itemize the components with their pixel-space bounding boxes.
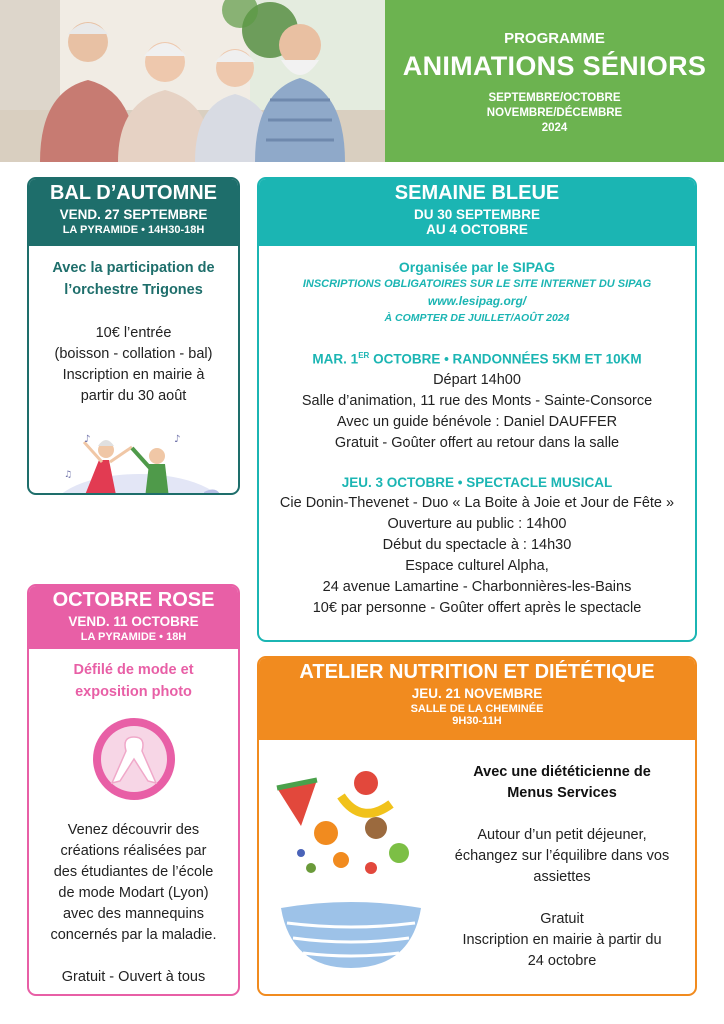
octobre-rose-card xyxy=(27,584,240,996)
atelier-line6: 24 octobre xyxy=(527,953,597,969)
atelier-line2: échangez sur l’équilibre dans vos xyxy=(454,848,670,864)
bal-price: 10€ l’entrée xyxy=(95,325,172,341)
rose-title: OCTOBRE ROSE xyxy=(52,589,215,611)
bal-inscription-2: partir du 30 août xyxy=(80,388,187,404)
header-dates-line2: NOVEMBRE/DÉCEMBRE xyxy=(486,107,623,119)
atelier-line5: Inscription en mairie à partir du xyxy=(462,932,662,948)
event1-line2: Salle d’animation, 11 rue des Monts - Sainte-Consorce xyxy=(301,392,653,409)
bal-automne-card xyxy=(27,177,240,495)
rose-header xyxy=(29,586,238,649)
atelier-sub-line2: Menus Services xyxy=(507,785,617,801)
header-year: 2024 xyxy=(541,122,568,134)
bal-includes: (boisson - collation - bal) xyxy=(54,346,213,362)
event1-title-rest: OCTOBRE • RANDONNÉES 5KM ET 10KM xyxy=(369,351,642,367)
event1-line4: Gratuit - Goûter offert au retour dans la salle xyxy=(334,434,620,451)
fruit-bowl-illustration xyxy=(271,768,431,983)
bal-date: VEND. 27 SEPTEMBRE xyxy=(59,207,208,222)
header-programme: PROGRAMME xyxy=(504,30,605,47)
atelier-time: 9H30-11H xyxy=(452,715,502,727)
rose-sub-line2: exposition photo xyxy=(75,684,192,700)
header-dates-line1: SEPTEMBRE/OCTOBRE xyxy=(488,92,621,104)
rose-line1: Venez découvrir des xyxy=(67,822,200,838)
event2-line3: Début du spectacle à : 14h30 xyxy=(382,536,572,553)
atelier-date: JEU. 21 NOVEMBRE xyxy=(411,686,543,701)
semaine-bleue-card xyxy=(257,177,697,642)
rose-line3: des étudiantes de l’école xyxy=(53,864,214,880)
event1-line1: Départ 14h00 xyxy=(433,371,521,388)
atelier-sub-line1: Avec une diététicienne de xyxy=(473,764,651,780)
event2-title: JEU. 3 OCTOBRE • SPECTACLE MUSICAL xyxy=(341,474,613,490)
bal-sub-line1: Avec la participation de xyxy=(52,260,215,276)
program-header xyxy=(385,0,724,162)
dancing-couple-illustration xyxy=(44,422,229,495)
event2-line6: 10€ par personne - Goûter offert après le spectacle xyxy=(312,599,642,616)
bleue-date1: DU 30 SEPTEMBRE xyxy=(413,207,541,222)
atelier-line4: Gratuit xyxy=(540,911,584,927)
rose-line7: Gratuit - Ouvert à tous xyxy=(61,969,206,985)
atelier-place: SALLE DE LA CHEMINÉE xyxy=(410,703,544,715)
bleue-title: SEMAINE BLEUE xyxy=(394,182,560,204)
event1-title-day: MAR. 1 xyxy=(312,351,359,367)
bal-inscription-1: Inscription en mairie à xyxy=(62,367,205,383)
atelier-header xyxy=(259,658,695,740)
event1-line3: Avec un guide bénévole : Daniel DAUFFER xyxy=(336,413,618,430)
seniors-photo xyxy=(0,0,385,162)
event2-line4: Espace culturel Alpha, xyxy=(405,557,549,574)
svg-text:♪: ♪ xyxy=(174,434,181,445)
bleue-header xyxy=(259,179,695,246)
bal-header xyxy=(29,179,238,246)
bal-place: LA PYRAMIDE • 14H30-18H xyxy=(62,224,205,236)
atelier-nutrition-card xyxy=(257,656,697,996)
svg-text:♫: ♫ xyxy=(64,470,73,480)
rose-line2: créations réalisées par xyxy=(60,843,207,859)
event2-line1: Cie Donin-Thevenet - Duo « La Boite à Joie et Jour de Fête » xyxy=(279,494,675,511)
event2-line5: 24 avenue Lamartine - Charbonnières-les-Bains xyxy=(322,578,632,595)
rose-line5: avec des mannequins xyxy=(62,906,205,922)
event2-line2: Ouverture au public : 14h00 xyxy=(387,515,567,532)
pink-ribbon-icon xyxy=(29,717,238,806)
bleue-website-link[interactable]: www.lesipag.org/ xyxy=(427,294,527,308)
bleue-from-date: À COMPTER DE JUILLET/AOÛT 2024 xyxy=(384,312,570,324)
rose-place: LA PYRAMIDE • 18H xyxy=(80,631,187,643)
event1-title xyxy=(259,345,695,370)
bleue-organiser: Organisée par le SIPAG xyxy=(398,259,556,275)
header-title: ANIMATIONS SÉNIORS xyxy=(402,51,707,81)
bleue-inscriptions: INSCRIPTIONS OBLIGATOIRES SUR LE SITE INTERNET DU SIPAG xyxy=(302,278,652,290)
bleue-date2: AU 4 OCTOBRE xyxy=(426,222,528,237)
bal-sub-line2: l’orchestre Trigones xyxy=(64,282,203,298)
atelier-line1: Autour d’un petit déjeuner, xyxy=(477,827,647,843)
rose-line6: concernés par la maladie. xyxy=(50,927,217,943)
rose-line4: de mode Modart (Lyon) xyxy=(58,885,209,901)
bal-title: BAL D’AUTOMNE xyxy=(49,182,218,204)
atelier-line3: assiettes xyxy=(533,869,591,885)
svg-text:♪: ♪ xyxy=(84,434,91,445)
atelier-title: ATELIER NUTRITION ET DIÉTÉTIQUE xyxy=(299,661,655,683)
rose-sub-line1: Défilé de mode et xyxy=(73,662,194,678)
rose-date: VEND. 11 OCTOBRE xyxy=(68,614,199,629)
event1-title-sup: ER xyxy=(358,351,370,360)
